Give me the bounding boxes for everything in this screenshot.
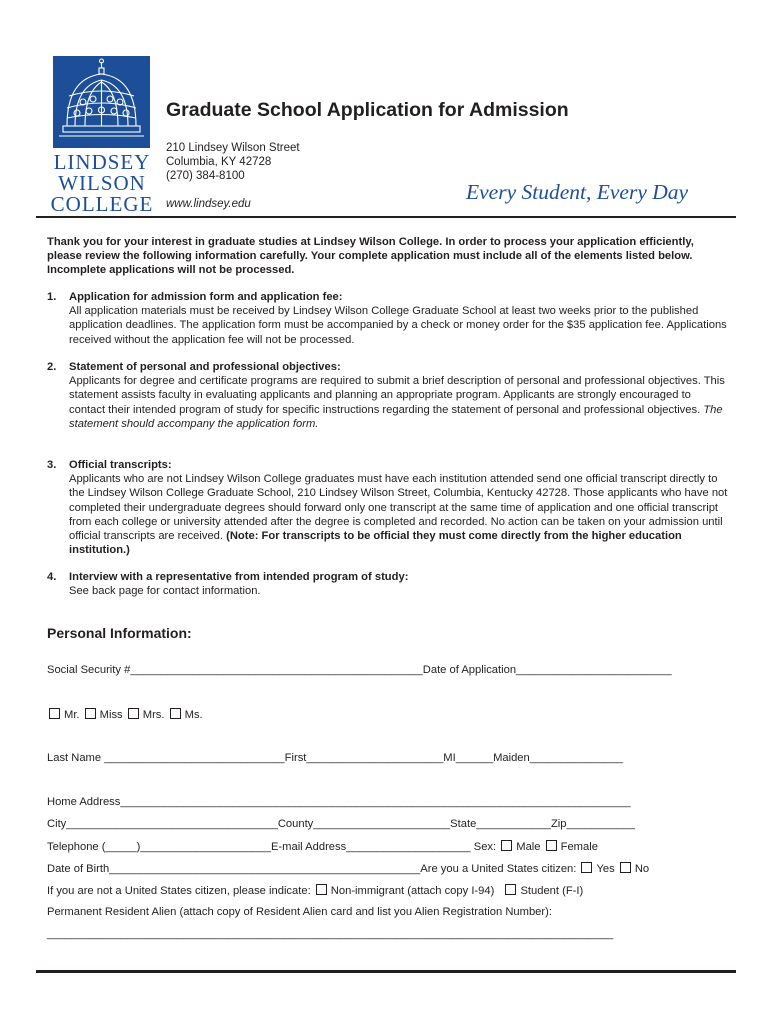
item-heading: Interview with a representative from intended program of study:: [69, 571, 409, 583]
county-field[interactable]: County______________________: [277, 818, 451, 830]
non-immigrant-label: Non-immigrant (attach copy I-94): [330, 885, 495, 897]
tagline: Every Student, Every Day: [466, 180, 689, 204]
noncitizen-row: [47, 884, 583, 897]
mr-label: Mr.: [64, 709, 80, 721]
student-checkbox[interactable]: [505, 884, 516, 895]
intro-paragraph: Thank you for your interest in graduate studies at Lindsey Wilson College. In order to process your application efficiently, please review the following information carefully. Your complete application must include all of the elements listed below. Incomplete applications will not be processed.: [47, 236, 694, 277]
city-row: [47, 818, 635, 830]
ms-checkbox[interactable]: [170, 708, 181, 719]
personal-info-heading: Personal Information:: [47, 625, 192, 641]
address-street: 210 Lindsey Wilson Street: [166, 142, 300, 154]
no-label: No: [634, 863, 650, 875]
mrs-label: Mrs.: [142, 709, 165, 721]
mr-checkbox[interactable]: [49, 708, 60, 719]
list-item: [69, 458, 729, 557]
non-immigrant-checkbox[interactable]: [316, 884, 327, 895]
birth-row: [47, 862, 649, 875]
logo-name-line3: COLLEGE: [50, 192, 154, 216]
item-number: 4.: [47, 571, 57, 583]
resident-alien-label: Permanent Resident Alien (attach copy of Resident Alien card and list you Alien Registration Number):: [47, 906, 552, 918]
item-emphasis: The statement should accompany the application form.: [69, 403, 723, 430]
item-body-text: Applicants who are not Lindsey Wilson College graduates must have each institution attended send one official transcript directly to the Lindsey Wilson College Graduate School, 210 Lindsey Wilson Street, Columbia, Kentucky 42728. Those applicants who have not completed their undergraduate degrees should forward only one transcript at the same time of application and one official transcript from each college or university attended after the degree is completed and recorded. No action can be taken on your admission until official transcripts are received.: [69, 473, 728, 543]
student-label: Student (F-I): [520, 885, 584, 897]
item-heading: Official transcripts:: [69, 459, 172, 471]
female-checkbox[interactable]: [546, 840, 557, 851]
contact-row: [47, 840, 598, 853]
item-body: See back page for contact information.: [69, 585, 261, 598]
item-heading: Application for admission form and application fee:: [69, 291, 343, 303]
citizen-yes-checkbox[interactable]: [581, 862, 592, 873]
item-body-text: Applicants for degree and certificate programs are required to submit a brief description of personal and professional objectives. This statement assists faculty in evaluating applicants and planning an appropriate program. Applicants are strongly encouraged to contact their intended program of study for specific instructions regarding the statement of personal and professional objectives.: [69, 375, 725, 416]
address-phone: (270) 384-8100: [166, 170, 245, 182]
name-row: [47, 752, 623, 764]
list-item: [69, 360, 729, 431]
citizen-no-checkbox[interactable]: [620, 862, 631, 873]
item-heading: Statement of personal and professional objectives:: [69, 361, 341, 373]
noncitizen-question: If you are not a United States citizen, please indicate:: [47, 885, 311, 897]
footer-divider: [36, 970, 736, 973]
logo-name-line1: LINDSEY: [53, 150, 151, 174]
page-title: Graduate School Application for Admission: [166, 99, 569, 121]
ms-label: Ms.: [184, 709, 203, 721]
logo-name-line2: WILSON: [58, 171, 146, 195]
state-field[interactable]: State____________: [450, 818, 551, 830]
item-body: All application materials must be received by Lindsey Wilson College Graduate School at least two weeks prior to the published application deadlines. The application form must be accompanied by a check or money order for the $35 application fee. Applications received without the application fee will not be processed.: [69, 305, 727, 346]
date-of-birth-field[interactable]: Date of Birth__________________________________________________: [47, 863, 421, 875]
item-number: 2.: [47, 361, 57, 373]
citizen-question: Are you a United States citizen:: [420, 863, 577, 875]
home-address-field[interactable]: Home Address__________________________________________________________________________________: [47, 796, 631, 808]
item-body: [69, 472, 729, 557]
item-body: [69, 374, 729, 431]
zip-field[interactable]: Zip___________: [550, 818, 635, 830]
college-logo: [53, 56, 150, 148]
item-number: 1.: [47, 291, 57, 303]
male-checkbox[interactable]: [501, 840, 512, 851]
header-divider: [36, 216, 736, 218]
city-field[interactable]: City__________________________________: [47, 818, 278, 830]
last-name-field[interactable]: Last Name _____________________________: [47, 752, 285, 764]
email-field[interactable]: E-mail Address____________________: [270, 841, 471, 853]
dome-emblem-icon: [53, 56, 150, 148]
title-row: [47, 708, 203, 721]
alien-registration-field[interactable]: ___________________________________________________________________________________________: [47, 928, 614, 940]
male-label: Male: [516, 841, 541, 853]
address-city: Columbia, KY 42728: [166, 156, 272, 168]
sex-label: Sex:: [473, 841, 497, 853]
maiden-name-field[interactable]: Maiden_______________: [493, 752, 624, 764]
middle-initial-field[interactable]: MI______: [443, 752, 494, 764]
telephone-field[interactable]: Telephone (_____)_____________________: [47, 841, 271, 853]
item-number: 3.: [47, 459, 57, 471]
item-emphasis: (Note: For transcripts to be official they must come directly from the higher education institution.): [69, 530, 682, 557]
miss-checkbox[interactable]: [85, 708, 96, 719]
date-of-application-field[interactable]: Date of Application_________________________: [422, 664, 672, 676]
yes-label: Yes: [596, 863, 615, 875]
list-item: [69, 570, 729, 598]
website-link[interactable]: www.lindsey.edu: [166, 198, 251, 210]
first-name-field[interactable]: First______________________: [284, 752, 444, 764]
female-label: Female: [560, 841, 598, 853]
ssn-field[interactable]: Social Security #_______________________________________________: [47, 664, 423, 676]
list-item: [69, 290, 729, 347]
ssn-row: [47, 664, 672, 676]
mrs-checkbox[interactable]: [128, 708, 139, 719]
miss-label: Miss: [99, 709, 123, 721]
